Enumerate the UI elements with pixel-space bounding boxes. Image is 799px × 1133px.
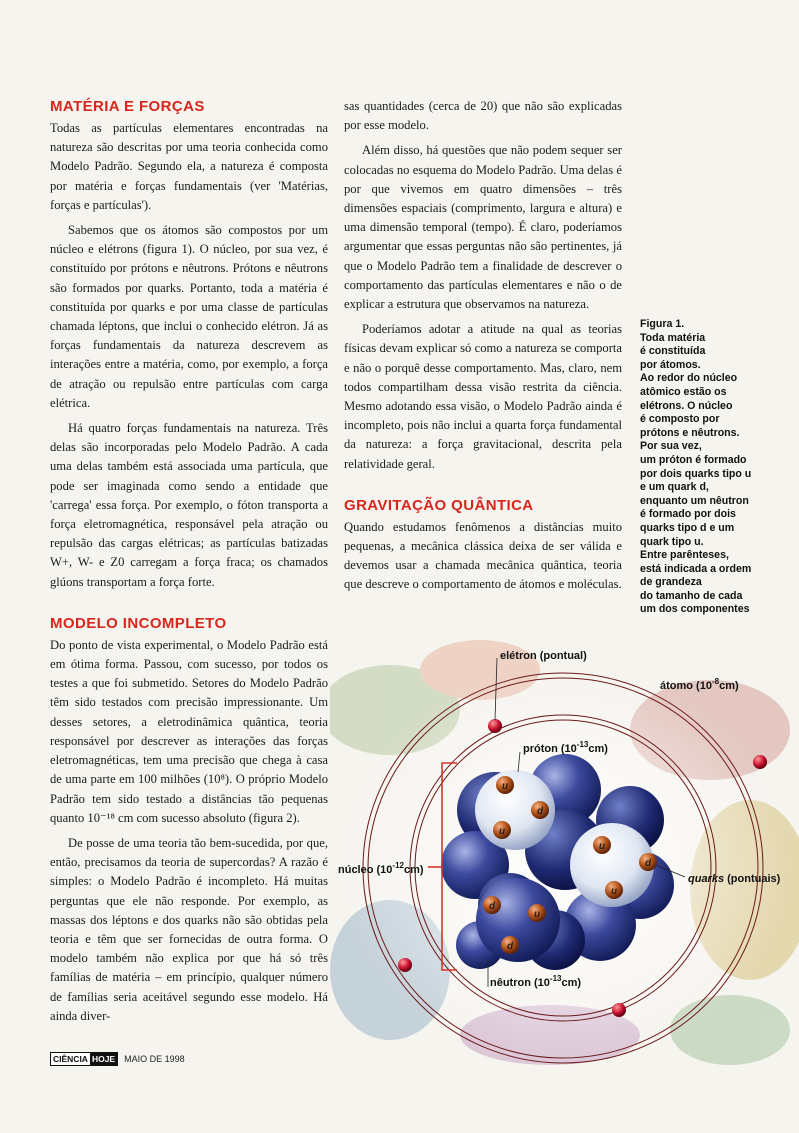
caption-line: elétrons. O núcleo — [640, 399, 733, 412]
paragraph: Quando estudamos fenômenos a distâncias muito pequenas, a mecânica clássica deixa de ser válida e devemos usar a chamada mecânica quântica, teoria que descreve o comportamento de átomos e moléculas. — [344, 519, 622, 592]
caption-line: Toda matéria — [640, 331, 706, 344]
text-column-middle — [344, 97, 622, 595]
paragraph: sas quantidades (cerca de 20) que não são explicadas por esse modelo. — [344, 99, 622, 133]
caption-line: é constituída — [640, 345, 706, 358]
svg-text:d: d — [506, 941, 514, 952]
quark-d — [483, 896, 501, 914]
label-proton: próton $(10^{-13}cm)$ — [523, 740, 608, 755]
caption-line: Figura 1. — [640, 318, 685, 330]
quark-d — [531, 801, 549, 819]
svg-text:u: u — [501, 781, 509, 792]
paragraph: Há quatro forças fundamentais na natureza. Três delas são incorporadas pelo Modelo Padrão. A cada uma delas também está associada uma partícula, que pode ser imaginada como sendo a entidade que 'carrega' essa força. Por exemplo, o fóton transporta a força eletromagnética, responsável pela atração ou repulsão das cargas elétricas; as partículas batizadas W+, W- e Z0 carregam a força fraca; os chamados glúons transportam a força forte. — [50, 421, 328, 589]
quark-d — [501, 936, 519, 954]
caption-line: é formado por dois — [640, 508, 736, 521]
caption-line: Por sua vez, — [640, 440, 702, 453]
label-quarks: quarks (pontuais) — [688, 873, 781, 885]
neutron — [476, 878, 560, 962]
caption-line: quark tipo u. — [640, 535, 704, 548]
caption-line: está indicada a ordem — [640, 562, 752, 575]
text-column-left — [50, 97, 328, 1026]
quark-u — [528, 904, 546, 922]
logo-part: HOJE — [91, 1054, 116, 1064]
svg-text:u: u — [610, 886, 618, 897]
section-heading-materia: MATÉRIA E FORÇAS — [50, 98, 205, 115]
quark-d — [639, 853, 657, 871]
caption-line: um próton é formado — [640, 453, 747, 466]
caption-line: e um quark d, — [640, 481, 709, 494]
quark-u — [496, 776, 514, 794]
logo-part: CIÊNCIA — [53, 1054, 88, 1064]
page-footer — [50, 1052, 185, 1066]
label-atom: átomo $(10^{-8}cm)$ — [660, 677, 739, 692]
electron-dot — [488, 719, 502, 733]
caption-line: prótons e nêutrons. — [640, 426, 740, 439]
paragraph: De posse de uma teoria tão bem-sucedida, por que, então, precisamos da teoria de supercordas? A razão é simples: o Modelo Padrão é incompleto. Há muitas perguntas que ele não responde. Por exemplo, as massas dos léptons e dos quarks não são obtidas pela teoria e têm que ser fornecidas de outra forma. O modelo também não explica por que há só três famílias de matéria – em princípio, qualquer número de famílias seria aceitável segundo esse modelo. Há ainda diver- — [50, 835, 328, 1023]
paragraph: Sabemos que os átomos são compostos por um núcleo e elétrons (figura 1). O núcleo, por sua vez, é constituído por prótons e nêutrons. Prótons e nêutrons são formados por quarks. Portanto, toda a matéria é constituída por quarks e por uma classe de partículas chamada léptons, que inclui o conhecido elétron. Já as forças fundamentais da natureza descrevem as interações entre a matéria, como, por exemplo, a força de atração ou repulsão entre partículas com carga elétrica. — [50, 223, 328, 410]
electron-dot — [753, 755, 767, 769]
caption-line: atômico estão os — [640, 385, 727, 398]
caption-line: por átomos. — [640, 358, 701, 371]
caption-line: quarks tipo d e um — [640, 521, 735, 534]
svg-text:u: u — [533, 909, 541, 920]
quark-u — [593, 836, 611, 854]
caption-line: de grandeza — [640, 576, 702, 589]
paragraph: Todas as partículas elementares encontradas na natureza são descritas por uma teoria conhecida como Modelo Padrão. Segundo ela, a natureza é composta por matéria e forças fundamentais (ver 'Matérias, forças e partículas'). — [50, 121, 328, 212]
caption-line: é composto por — [640, 413, 720, 426]
electron-dot — [612, 1003, 626, 1017]
caption-line: por dois quarks tipo u — [640, 467, 752, 480]
section-heading-modelo: MODELO INCOMPLETO — [50, 614, 227, 632]
caption-line: Ao redor do núcleo — [640, 372, 738, 385]
caption-line: Entre parênteses, — [640, 549, 729, 562]
svg-text:u: u — [598, 841, 606, 852]
caption-line: enquanto um nêutron — [640, 494, 749, 507]
atom-figure — [330, 640, 799, 1070]
caption-line: do tamanho de cada — [640, 589, 743, 602]
electron-dot — [398, 958, 412, 972]
svg-text:d: d — [536, 806, 544, 817]
quark-u — [605, 881, 623, 899]
svg-text:u: u — [498, 826, 506, 837]
paragraph: Do ponto de vista experimental, o Modelo Padrão está em ótima forma. Passou, com sucesso, por todos os testes a que foi submetido. Setores do Modelo Padrão têm sido testados com precisão impressionante. Um desses setores, a eletrodinâmica quântica, teoria responsável por descrever as interações das forças eletromagnéticas, tem uma precisão que chega à casa de uma parte em 100 milhões (10⁸). O próprio Modelo Padrão tem sido testado a distâncias tão pequenas quanto 10⁻¹⁸ cm com sucesso absoluto (figura 2). — [50, 637, 328, 825]
caption-line: um dos componentes — [640, 603, 750, 616]
issue-date: MAIO DE 1998 — [124, 1054, 185, 1064]
magazine-logo — [50, 1052, 118, 1066]
atom-illustration — [330, 640, 799, 1070]
figure-caption — [640, 318, 780, 617]
label-neutron: nêutron $(10^{-13}cm)$ — [490, 974, 582, 989]
label-electron: elétron (pontual) — [500, 650, 587, 662]
svg-text:d: d — [488, 901, 496, 912]
svg-text:d: d — [644, 858, 652, 869]
paragraph: Poderíamos adotar a atitude na qual as teorias físicas devam explicar só como a natureza se comporta e não o porquê desse comportamento. Mas, claro, nem todos compartilham dessa visão restrita da ciência. Mesmo adotando essa visão, o Modelo Padrão ainda é incompleto, pois não inclui a quarta força fundamental da natureza: a força gravitacional, descrita pela relatividade geral. — [344, 322, 622, 471]
section-heading-gravitacao: GRAVITAÇÃO QUÂNTICA — [344, 496, 534, 514]
label-nucleus: núcleo $(10^{-12}cm)$ — [338, 861, 424, 876]
paragraph: Além disso, há questões que não podem sequer ser colocadas no esquema do Modelo Padrão. Uma delas é por que vivemos em quatro dimensões – três dimensões espaciais (comprimento, largura e altura) e uma dimensão temporal (tempo). É claro, poderíamos argumentar que essas perguntas não são pertinentes, já que o Modelo Padrão tem a finalidade de descrever o comportamento das partículas elementares e não o de explicar a estrutura que observamos na natureza. — [344, 143, 622, 312]
quark-u — [493, 821, 511, 839]
